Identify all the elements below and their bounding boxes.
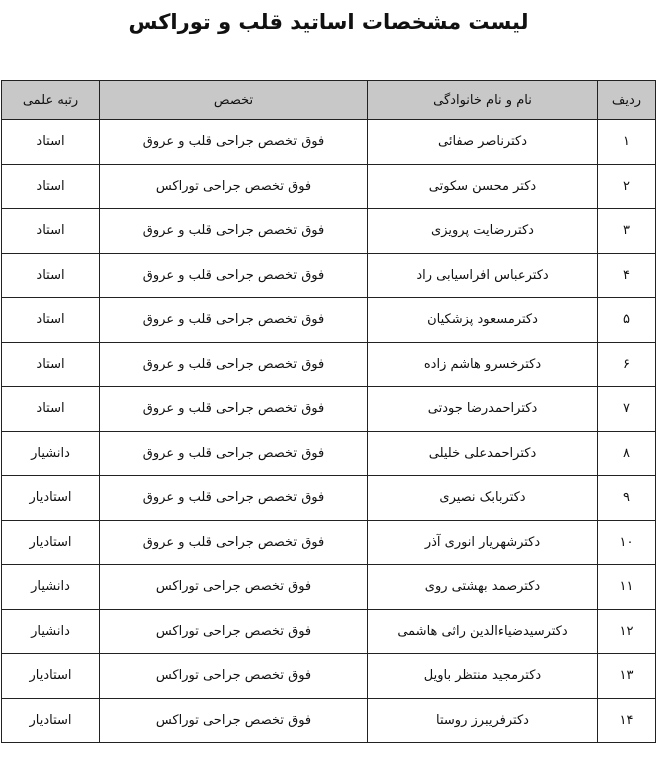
row-rank: استادیار [2, 520, 100, 565]
row-index: ۳ [598, 209, 656, 254]
row-name: دکترشهریار انوری آذر [368, 520, 598, 565]
header-name: نام و نام خانوادگی [368, 81, 598, 120]
row-index: ۱ [598, 120, 656, 165]
row-name: دکتراحمدعلی خلیلی [368, 431, 598, 476]
table-row [2, 698, 656, 743]
row-index: ۱۲ [598, 609, 656, 654]
table-row [2, 120, 656, 165]
row-index: ۶ [598, 342, 656, 387]
row-specialty: فوق تخصص جراحی توراکس [100, 609, 368, 654]
row-specialty: فوق تخصص جراحی توراکس [100, 698, 368, 743]
row-index: ۴ [598, 253, 656, 298]
row-rank: دانشیار [2, 609, 100, 654]
table-row [2, 387, 656, 432]
table-row [2, 209, 656, 254]
row-name: دکتراحمدرضا جودتی [368, 387, 598, 432]
row-specialty: فوق تخصص جراحی توراکس [100, 164, 368, 209]
row-specialty: فوق تخصص جراحی قلب و عروق [100, 120, 368, 165]
table-row [2, 476, 656, 521]
row-index: ۱۳ [598, 654, 656, 699]
row-name: دکترفریبرز روستا [368, 698, 598, 743]
row-index: ۷ [598, 387, 656, 432]
row-index: ۹ [598, 476, 656, 521]
row-rank: استادیار [2, 654, 100, 699]
header-rank: رتبه علمی [2, 81, 100, 120]
row-name: دکترمجید منتظر باویل [368, 654, 598, 699]
table-row [2, 609, 656, 654]
row-rank: استاد [2, 209, 100, 254]
table-row [2, 520, 656, 565]
row-rank: استاد [2, 342, 100, 387]
row-name: دکتررضایت پرویزی [368, 209, 598, 254]
table-row [2, 253, 656, 298]
page-title: لیست مشخصات اساتید قلب و توراکس [128, 10, 529, 34]
row-specialty: فوق تخصص جراحی قلب و عروق [100, 253, 368, 298]
row-specialty: فوق تخصص جراحی توراکس [100, 565, 368, 610]
row-rank: دانشیار [2, 565, 100, 610]
row-specialty: فوق تخصص جراحی قلب و عروق [100, 209, 368, 254]
row-specialty: فوق تخصص جراحی قلب و عروق [100, 298, 368, 343]
row-rank: استاد [2, 164, 100, 209]
row-index: ۲ [598, 164, 656, 209]
table-row [2, 164, 656, 209]
row-name: دکترناصر صفائی [368, 120, 598, 165]
table-row [2, 565, 656, 610]
row-specialty: فوق تخصص جراحی قلب و عروق [100, 387, 368, 432]
row-specialty: فوق تخصص جراحی توراکس [100, 654, 368, 699]
table-row [2, 342, 656, 387]
row-rank: استادیار [2, 476, 100, 521]
row-rank: استاد [2, 298, 100, 343]
row-rank: استاد [2, 387, 100, 432]
row-rank: استاد [2, 120, 100, 165]
row-name: دکترمسعود پزشکیان [368, 298, 598, 343]
row-name: دکترخسرو هاشم زاده [368, 342, 598, 387]
row-index: ۱۴ [598, 698, 656, 743]
table-header-row [2, 81, 656, 120]
row-index: ۸ [598, 431, 656, 476]
row-rank: استاد [2, 253, 100, 298]
row-specialty: فوق تخصص جراحی قلب و عروق [100, 476, 368, 521]
faculty-table [1, 80, 656, 743]
row-index: ۵ [598, 298, 656, 343]
row-index: ۱۱ [598, 565, 656, 610]
row-name: دکتر محسن سکوتی [368, 164, 598, 209]
row-specialty: فوق تخصص جراحی قلب و عروق [100, 342, 368, 387]
row-rank: دانشیار [2, 431, 100, 476]
row-name: دکترسیدضیاءالدین راثی هاشمی [368, 609, 598, 654]
table-row [2, 298, 656, 343]
table-row [2, 654, 656, 699]
row-specialty: فوق تخصص جراحی قلب و عروق [100, 431, 368, 476]
row-name: دکترصمد بهشتی روی [368, 565, 598, 610]
row-name: دکتربابک نصیری [368, 476, 598, 521]
table-row [2, 431, 656, 476]
row-specialty: فوق تخصص جراحی قلب و عروق [100, 520, 368, 565]
header-specialty: تخصص [100, 81, 368, 120]
row-index: ۱۰ [598, 520, 656, 565]
row-rank: استادیار [2, 698, 100, 743]
header-index: ردیف [598, 81, 656, 120]
row-name: دکترعباس افراسیابی راد [368, 253, 598, 298]
